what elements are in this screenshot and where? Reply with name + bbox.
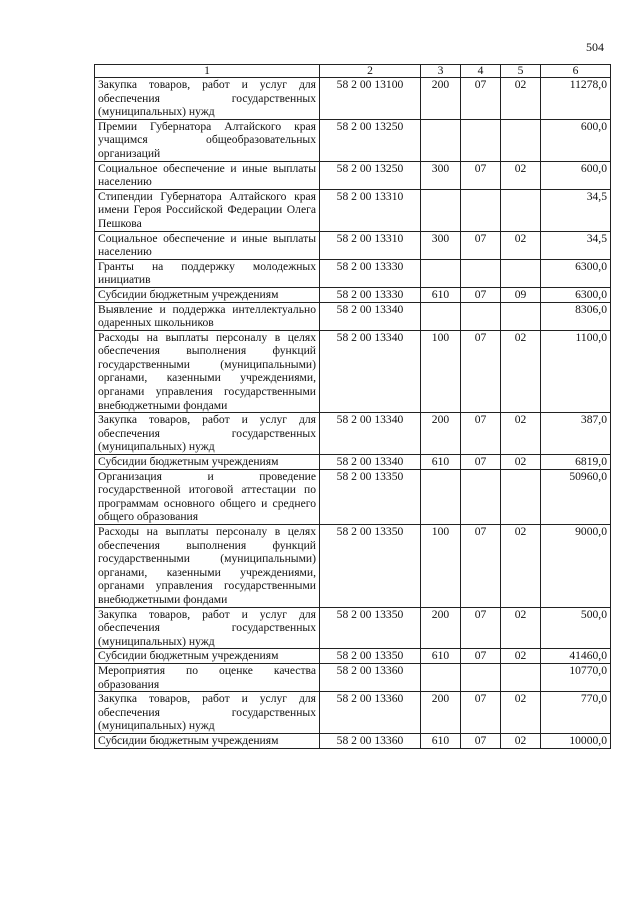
amount-cell: 6300,0 [541, 287, 611, 302]
amount-cell: 41460,0 [541, 649, 611, 664]
table-row [95, 287, 611, 302]
column-header-6: 6 [541, 65, 611, 78]
target-code-cell: 58 2 00 13250 [320, 161, 421, 189]
section-code-cell [461, 663, 501, 691]
amount-cell: 770,0 [541, 692, 611, 734]
section-code-cell [461, 189, 501, 231]
target-code-cell: 58 2 00 13340 [320, 302, 421, 330]
table-body [95, 78, 611, 749]
expense-name-cell: Социальное обеспечение и иные выплаты населению [95, 231, 320, 259]
target-code-cell: 58 2 00 13310 [320, 189, 421, 231]
table-row [95, 607, 611, 649]
table-row [95, 455, 611, 470]
expense-name-cell: Субсидии бюджетным учреждениям [95, 455, 320, 470]
target-code-cell: 58 2 00 13250 [320, 119, 421, 161]
subsection-code-cell: 02 [501, 525, 541, 608]
expense-type-code-cell: 200 [421, 607, 461, 649]
section-code-cell: 07 [461, 525, 501, 608]
expense-type-code-cell: 200 [421, 692, 461, 734]
subsection-code-cell: 02 [501, 692, 541, 734]
target-code-cell: 58 2 00 13330 [320, 287, 421, 302]
subsection-code-cell [501, 189, 541, 231]
target-code-cell: 58 2 00 13330 [320, 259, 421, 287]
amount-cell: 6819,0 [541, 455, 611, 470]
target-code-cell: 58 2 00 13340 [320, 455, 421, 470]
expense-type-code-cell [421, 259, 461, 287]
expense-name-cell: Субсидии бюджетным учреждениям [95, 649, 320, 664]
table-row [95, 189, 611, 231]
expense-type-code-cell: 100 [421, 525, 461, 608]
column-header-1: 1 [95, 65, 320, 78]
amount-cell: 10770,0 [541, 663, 611, 691]
expense-name-cell: Гранты на поддержку молодежных инициатив [95, 259, 320, 287]
table-row [95, 259, 611, 287]
expense-name-cell: Субсидии бюджетным учреждениям [95, 287, 320, 302]
section-code-cell [461, 119, 501, 161]
amount-cell: 6300,0 [541, 259, 611, 287]
amount-cell: 34,5 [541, 231, 611, 259]
section-code-cell: 07 [461, 231, 501, 259]
subsection-code-cell [501, 302, 541, 330]
expense-name-cell: Закупка товаров, работ и услуг для обеспечения государственных (муниципальных) нужд [95, 78, 320, 120]
target-code-cell: 58 2 00 13360 [320, 733, 421, 748]
section-code-cell: 07 [461, 455, 501, 470]
section-code-cell: 07 [461, 413, 501, 455]
subsection-code-cell: 02 [501, 78, 541, 120]
expense-name-cell: Премии Губернатора Алтайского края учащимся общеобразовательных организаций [95, 119, 320, 161]
subsection-code-cell: 02 [501, 455, 541, 470]
amount-cell: 50960,0 [541, 469, 611, 524]
budget-table [94, 64, 611, 749]
section-code-cell [461, 469, 501, 524]
subsection-code-cell: 02 [501, 161, 541, 189]
page-number: 504 [586, 40, 604, 54]
amount-cell: 600,0 [541, 119, 611, 161]
table-row [95, 330, 611, 413]
target-code-cell: 58 2 00 13340 [320, 413, 421, 455]
amount-cell: 34,5 [541, 189, 611, 231]
subsection-code-cell: 02 [501, 649, 541, 664]
amount-cell: 1100,0 [541, 330, 611, 413]
target-code-cell: 58 2 00 13100 [320, 78, 421, 120]
target-code-cell: 58 2 00 13340 [320, 330, 421, 413]
subsection-code-cell: 09 [501, 287, 541, 302]
expense-type-code-cell [421, 663, 461, 691]
subsection-code-cell: 02 [501, 231, 541, 259]
table-row [95, 525, 611, 608]
section-code-cell: 07 [461, 330, 501, 413]
table-row [95, 733, 611, 748]
target-code-cell: 58 2 00 13310 [320, 231, 421, 259]
expense-type-code-cell [421, 469, 461, 524]
expense-type-code-cell: 610 [421, 455, 461, 470]
expense-name-cell: Закупка товаров, работ и услуг для обеспечения государственных (муниципальных) нужд [95, 692, 320, 734]
amount-cell: 10000,0 [541, 733, 611, 748]
expense-type-code-cell: 610 [421, 733, 461, 748]
target-code-cell: 58 2 00 13360 [320, 663, 421, 691]
table-row [95, 469, 611, 524]
subsection-code-cell [501, 119, 541, 161]
table-row [95, 302, 611, 330]
section-code-cell: 07 [461, 607, 501, 649]
expense-type-code-cell: 300 [421, 161, 461, 189]
expense-name-cell: Закупка товаров, работ и услуг для обеспечения государственных (муниципальных) нужд [95, 413, 320, 455]
column-header-5: 5 [501, 65, 541, 78]
expense-type-code-cell [421, 119, 461, 161]
expense-type-code-cell: 610 [421, 287, 461, 302]
expense-type-code-cell: 200 [421, 78, 461, 120]
table-row [95, 78, 611, 120]
expense-type-code-cell: 200 [421, 413, 461, 455]
target-code-cell: 58 2 00 13350 [320, 607, 421, 649]
amount-cell: 387,0 [541, 413, 611, 455]
expense-type-code-cell [421, 189, 461, 231]
section-code-cell: 07 [461, 733, 501, 748]
table-row [95, 161, 611, 189]
section-code-cell: 07 [461, 692, 501, 734]
expense-name-cell: Организация и проведение государственной итоговой аттестации по программам основного общего и среднего общего образования [95, 469, 320, 524]
amount-cell: 8306,0 [541, 302, 611, 330]
section-code-cell: 07 [461, 287, 501, 302]
amount-cell: 500,0 [541, 607, 611, 649]
table-row [95, 119, 611, 161]
table-row [95, 663, 611, 691]
subsection-code-cell: 02 [501, 733, 541, 748]
section-code-cell [461, 302, 501, 330]
section-code-cell: 07 [461, 649, 501, 664]
expense-name-cell: Субсидии бюджетным учреждениям [95, 733, 320, 748]
subsection-code-cell [501, 663, 541, 691]
table-header [95, 65, 611, 78]
expense-name-cell: Социальное обеспечение и иные выплаты населению [95, 161, 320, 189]
amount-cell: 11278,0 [541, 78, 611, 120]
subsection-code-cell: 02 [501, 607, 541, 649]
target-code-cell: 58 2 00 13350 [320, 649, 421, 664]
expense-name-cell: Выявление и поддержка интеллектуально одаренных школьников [95, 302, 320, 330]
expense-type-code-cell: 300 [421, 231, 461, 259]
amount-cell: 9000,0 [541, 525, 611, 608]
section-code-cell [461, 259, 501, 287]
column-header-4: 4 [461, 65, 501, 78]
amount-cell: 600,0 [541, 161, 611, 189]
header-row [95, 65, 611, 78]
table-row [95, 413, 611, 455]
target-code-cell: 58 2 00 13360 [320, 692, 421, 734]
expense-type-code-cell [421, 302, 461, 330]
subsection-code-cell: 02 [501, 330, 541, 413]
subsection-code-cell: 02 [501, 413, 541, 455]
expense-name-cell: Расходы на выплаты персоналу в целях обеспечения выполнения функций государственными (муниципальными) органами, казенными учреждениями, органами управления государственными внебюджетными фондами [95, 330, 320, 413]
column-header-3: 3 [421, 65, 461, 78]
target-code-cell: 58 2 00 13350 [320, 525, 421, 608]
expense-type-code-cell: 610 [421, 649, 461, 664]
expense-name-cell: Стипендии Губернатора Алтайского края имени Героя Российской Федерации Олега Пешкова [95, 189, 320, 231]
subsection-code-cell [501, 259, 541, 287]
subsection-code-cell [501, 469, 541, 524]
section-code-cell: 07 [461, 78, 501, 120]
target-code-cell: 58 2 00 13350 [320, 469, 421, 524]
section-code-cell: 07 [461, 161, 501, 189]
expense-name-cell: Расходы на выплаты персоналу в целях обеспечения выполнения функций государственными (муниципальными) органами, казенными учреждениями, органами управления государственными внебюджетными фондами [95, 525, 320, 608]
column-header-2: 2 [320, 65, 421, 78]
expense-type-code-cell: 100 [421, 330, 461, 413]
table-row [95, 231, 611, 259]
expense-name-cell: Мероприятия по оценке качества образования [95, 663, 320, 691]
table-row [95, 649, 611, 664]
table-row [95, 692, 611, 734]
expense-name-cell: Закупка товаров, работ и услуг для обеспечения государственных (муниципальных) нужд [95, 607, 320, 649]
